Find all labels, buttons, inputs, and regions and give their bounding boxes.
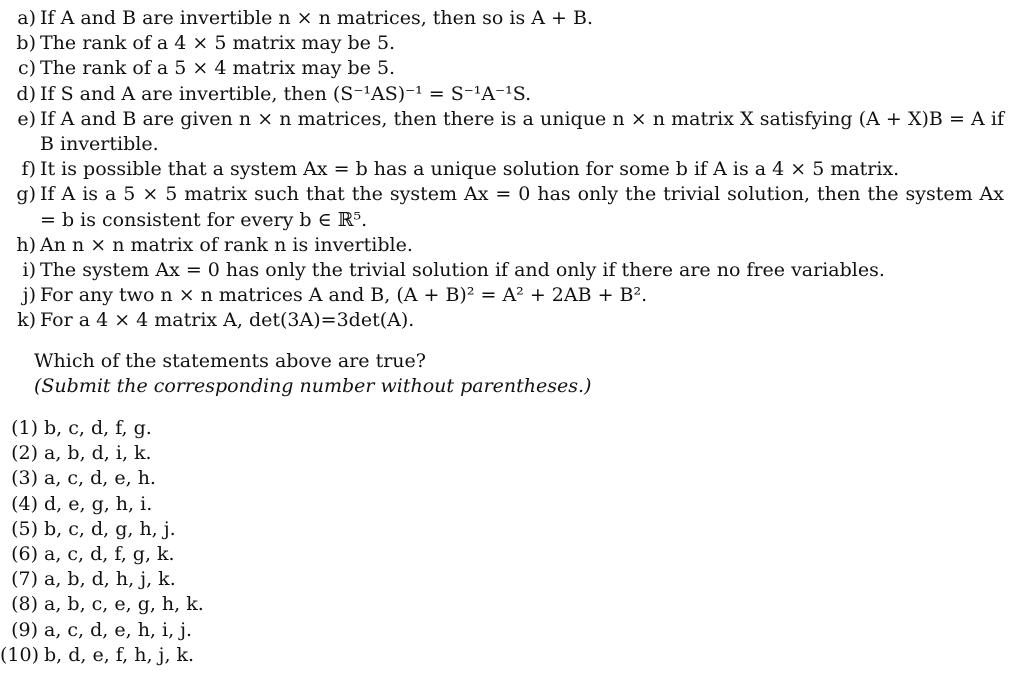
option-text: a, c, d, e, h. bbox=[44, 467, 156, 490]
statement-label: d) bbox=[16, 82, 36, 105]
statement-f bbox=[0, 157, 1010, 182]
answer-option[interactable] bbox=[0, 567, 204, 592]
option-number: (5) bbox=[11, 517, 38, 540]
answer-option[interactable] bbox=[0, 416, 204, 441]
statement-text: The rank of a 4 × 5 matrix may be 5. bbox=[40, 32, 396, 55]
statement-label: j) bbox=[22, 284, 36, 307]
option-number: (4) bbox=[11, 492, 38, 515]
statement-text: For any two n × n matrices A and B, (A + B)² = A² + 2AB + B². bbox=[40, 284, 648, 307]
statement-e bbox=[0, 107, 1010, 157]
option-text: a, c, d, e, h, i, j. bbox=[44, 618, 193, 641]
option-text: a, b, d, h, j, k. bbox=[44, 568, 176, 591]
answer-option[interactable] bbox=[0, 466, 204, 491]
answer-option[interactable] bbox=[0, 492, 204, 517]
statement-b bbox=[0, 31, 1010, 56]
statement-text: If A and B are invertible n × n matrices, then so is A + B. bbox=[40, 7, 593, 29]
statement-text: An n × n matrix of rank n is invertible. bbox=[40, 233, 413, 256]
answer-option[interactable] bbox=[0, 441, 204, 466]
option-text: d, e, g, h, i. bbox=[44, 492, 153, 515]
statement-label: h) bbox=[16, 233, 36, 256]
answer-option[interactable] bbox=[0, 542, 204, 567]
statement-text: The system Ax = 0 has only the trivial solution if and only if there are no free variables. bbox=[40, 259, 885, 282]
statement-label: g) bbox=[16, 183, 36, 206]
statement-h bbox=[0, 233, 1010, 258]
statement-text: The rank of a 5 × 4 matrix may be 5. bbox=[40, 57, 396, 80]
option-number: (7) bbox=[11, 568, 38, 591]
statement-text: If S and A are invertible, then (S⁻¹AS)⁻¹ = S⁻¹A⁻¹S. bbox=[40, 82, 532, 105]
option-text: b, c, d, g, h, j. bbox=[44, 517, 176, 540]
statement-label: b) bbox=[16, 32, 36, 55]
statement-c bbox=[0, 56, 1010, 81]
statement-label: f) bbox=[21, 158, 36, 181]
option-text: b, d, e, f, h, j, k. bbox=[44, 643, 195, 666]
statement-text: It is possible that a system Ax = b has a unique solution for some b if A is a 4 × 5 matrix. bbox=[40, 158, 900, 181]
statement-text: If A and B are given n × n matrices, then there is a unique n × n matrix X satisfying (A + X)B = A if B invertible. bbox=[40, 107, 1004, 156]
option-number: (2) bbox=[11, 442, 38, 465]
statement-d bbox=[0, 82, 1010, 107]
question-prompt: Which of the statements above are true? bbox=[34, 350, 426, 372]
option-number: (9) bbox=[11, 618, 38, 641]
question-block bbox=[34, 349, 591, 399]
option-text: a, c, d, f, g, k. bbox=[44, 543, 175, 566]
option-text: b, c, d, f, g. bbox=[44, 417, 152, 439]
statement-k bbox=[0, 308, 1010, 333]
statement-a bbox=[0, 6, 1010, 31]
answer-option[interactable] bbox=[0, 643, 204, 668]
option-text: a, b, d, i, k. bbox=[44, 442, 152, 465]
option-number: (8) bbox=[11, 593, 38, 616]
statement-j bbox=[0, 283, 1010, 308]
question-instruction: (Submit the corresponding number without parentheses.) bbox=[34, 375, 592, 398]
option-number: (6) bbox=[11, 543, 38, 566]
statements-list bbox=[0, 6, 1010, 334]
answer-option[interactable] bbox=[0, 618, 204, 643]
option-number: (1) bbox=[11, 417, 38, 439]
answer-option[interactable] bbox=[0, 592, 204, 617]
statement-label: c) bbox=[17, 57, 36, 80]
statement-label: k) bbox=[17, 309, 36, 332]
answer-option[interactable] bbox=[0, 517, 204, 542]
statement-g bbox=[0, 182, 1010, 232]
statement-text: If A is a 5 × 5 matrix such that the system Ax = 0 has only the trivial solution, then the system Ax = b is consistent for every b ∈ ℝ⁵. bbox=[40, 183, 1004, 231]
statement-text: For a 4 × 4 matrix A, det(3A)=3det(A). bbox=[40, 309, 415, 332]
option-number: (3) bbox=[11, 467, 38, 490]
statement-label: e) bbox=[17, 107, 36, 130]
option-text: a, b, c, e, g, h, k. bbox=[44, 593, 204, 616]
statement-i bbox=[0, 258, 1010, 283]
statement-label: a) bbox=[17, 7, 36, 29]
statement-label: i) bbox=[22, 259, 36, 282]
option-number: (10) bbox=[0, 643, 40, 666]
answer-options bbox=[0, 416, 204, 668]
